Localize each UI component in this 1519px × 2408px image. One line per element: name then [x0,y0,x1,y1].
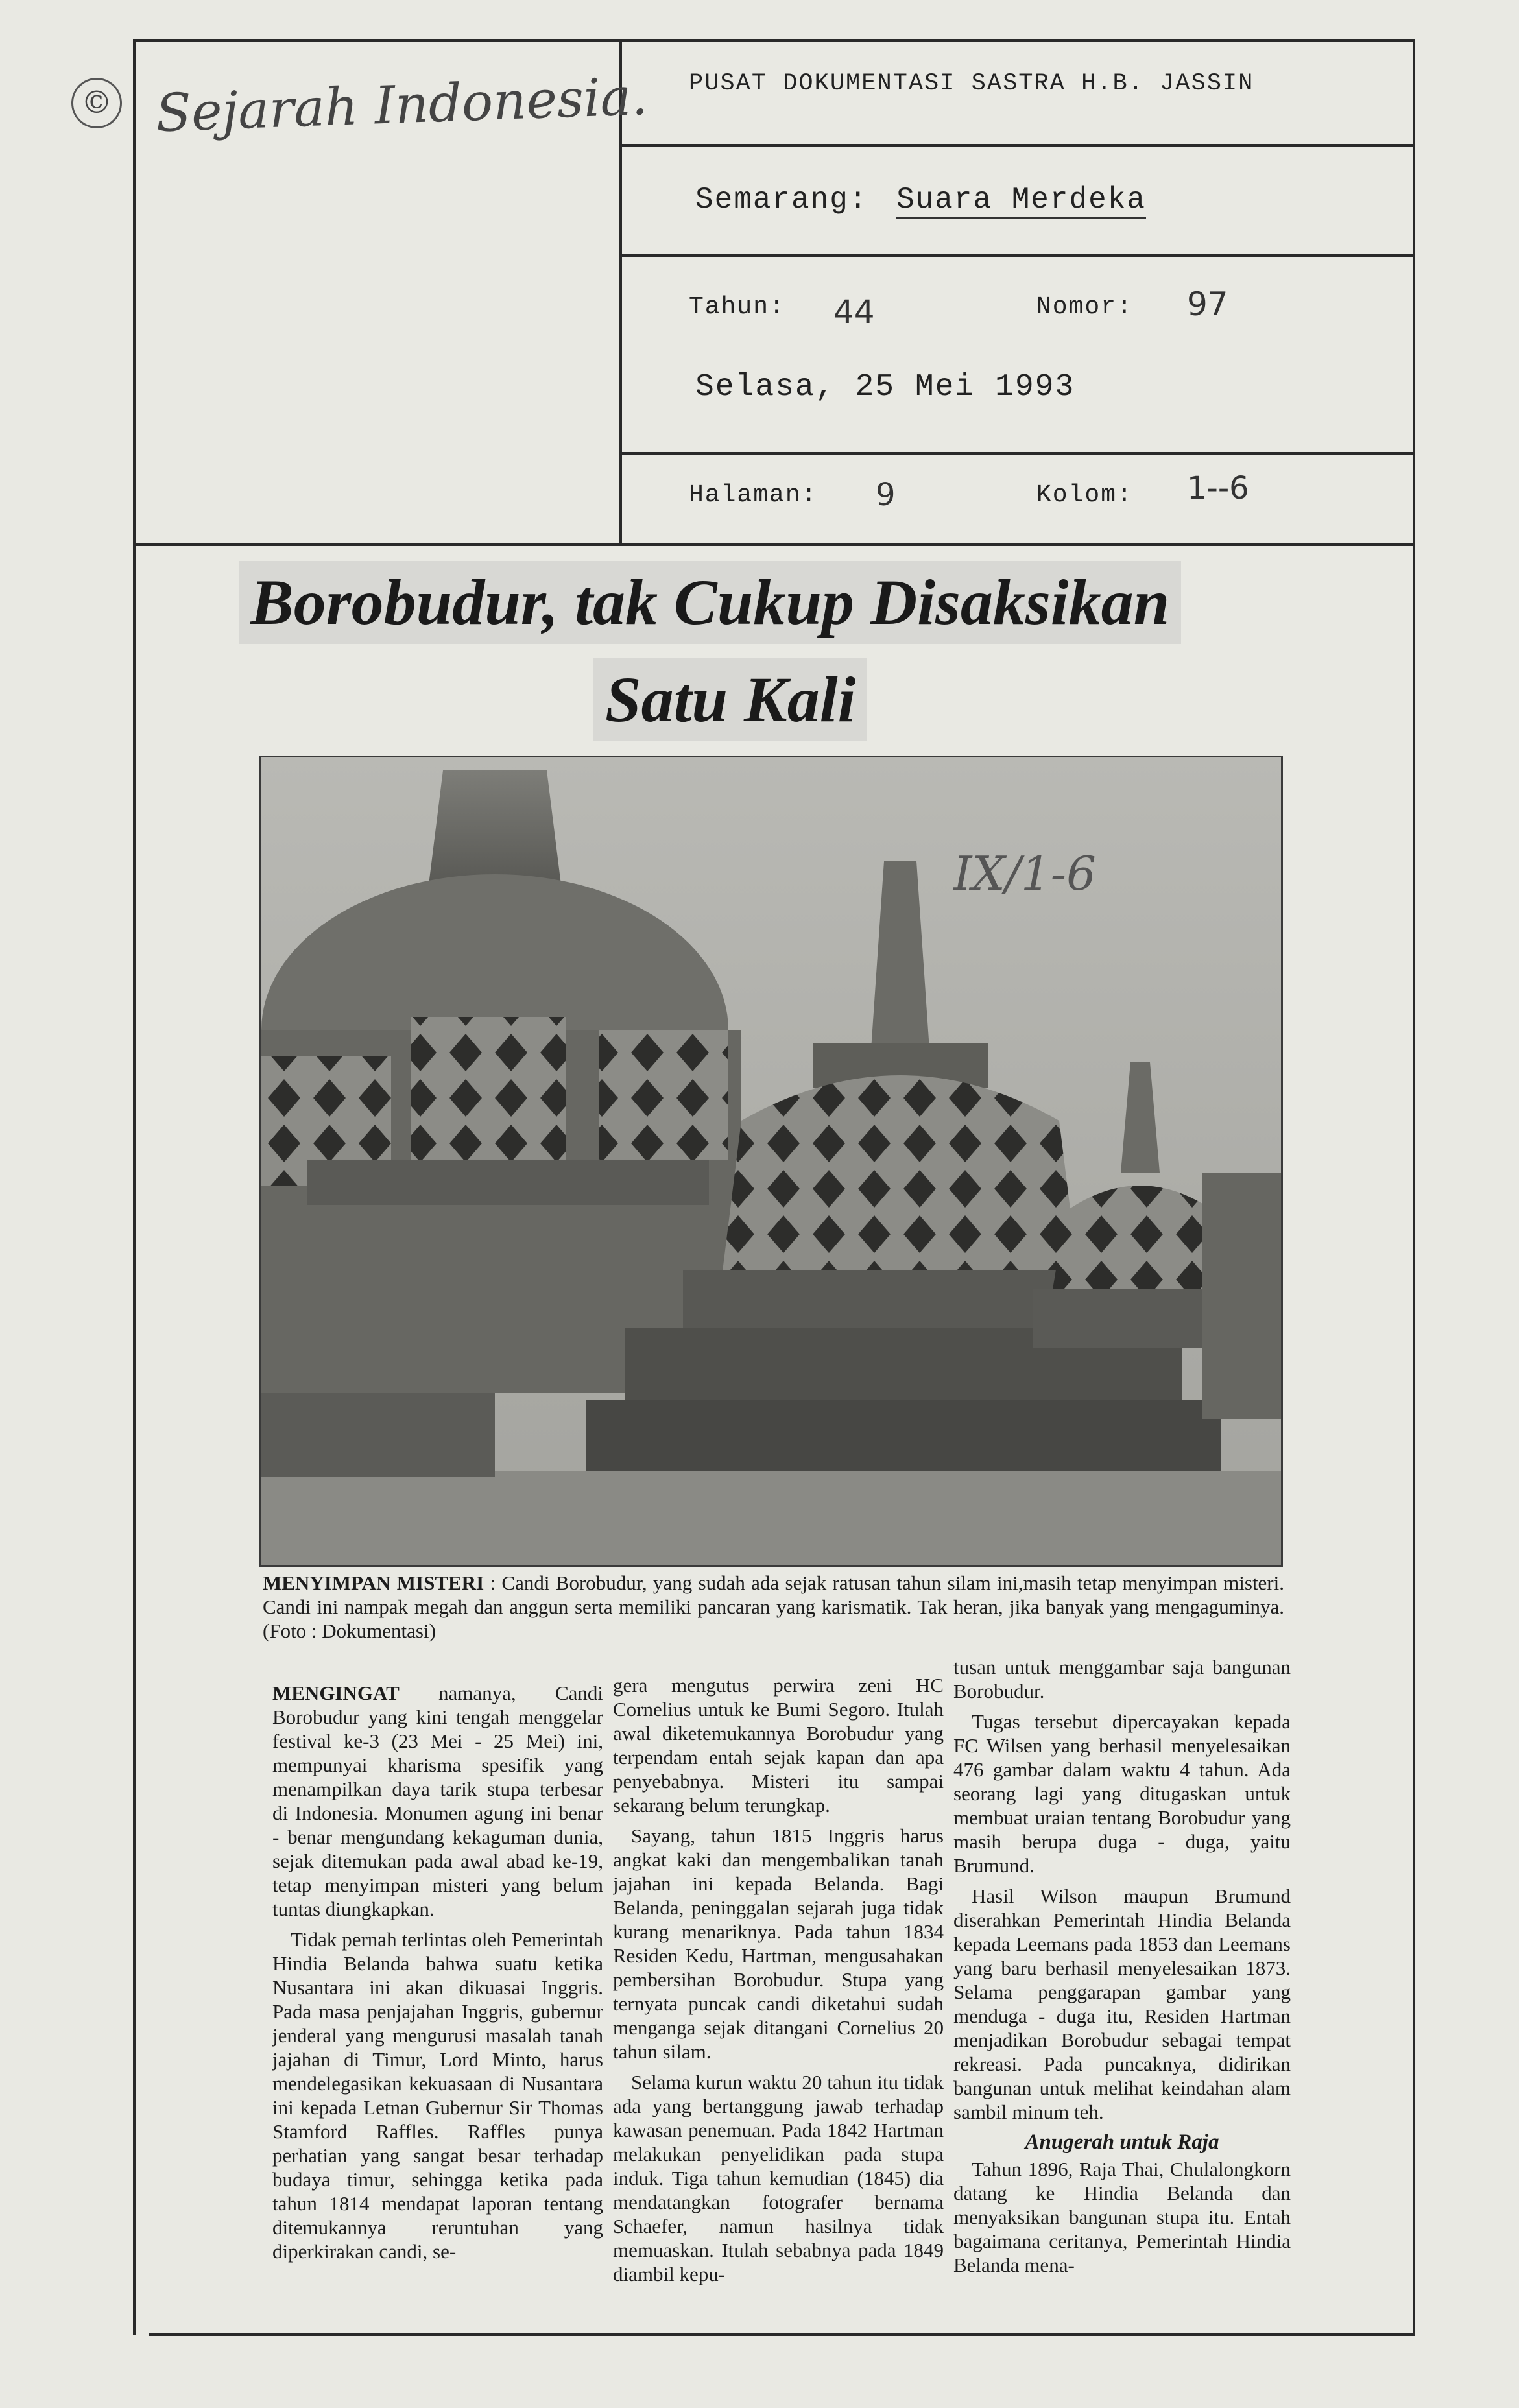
handwritten-circle-mark: © [71,78,122,128]
kolom-label: Kolom: [1036,481,1133,509]
borobudur-photo [259,756,1283,1567]
city-label: Semarang: [695,183,868,217]
halaman-value: 9 [876,477,896,513]
frame-bottom-line [149,2333,1415,2336]
handwritten-photo-note: IX/1-6 [953,846,1096,901]
header-row-line-1 [619,144,1415,147]
lead-word: MENGINGAT [272,1682,400,1704]
caption-lead: MENYIMPAN MISTERI [263,1571,484,1594]
source-line [695,183,1146,217]
halaman-label: Halaman: [689,481,818,509]
col2-paragraph-3: Selama kurun waktu 20 tahun itu tidak ada yang bertanggung jawab terhadap kawasan penemuan. Pada 1842 Hartman melakukan penyelidikan pada stupa induk. Tiga tahun kemudian (1845) dia mendatangkan fotografer bernama Schaefer, namun hasilnya tidak memuaskan. Itulah sebabnya pada 1849 diambil kepu- [613,2071,944,2285]
article-column-2 [613,1673,944,2328]
tahun-value: 44 [833,293,875,331]
col2-paragraph-1: gera mengutus perwira zeni HC Cornelius untuk ke Bumi Segoro. Itulah awal diketemukannya Borobudur yang terpendam entah sejak kapan dan apa penyebabnya. Misteri itu sampai sekarang belum terungkap. [613,1674,944,1817]
tahun-label: Tahun: [689,293,785,321]
photo-caption [263,1571,1284,1643]
col1-paragraph-1 [272,1681,603,1921]
col3-paragraph-4: Tahun 1896, Raja Thai, Chulalongkorn datang ke Hindia Belanda dan menyaksikan bangunan stupa itu. Entah bagaimana ceritanya, Pemerintah Hindia Belanda mena- [953,2158,1291,2276]
newspaper-name: Suara Merdeka [896,183,1146,219]
nomor-label: Nomor: [1036,293,1133,321]
header-row-line-3 [619,452,1415,455]
col3-subheading: Anugerah untuk Raja [1025,2130,1219,2154]
nomor-value: 97 [1187,285,1228,323]
frame-right-line [1413,39,1415,2335]
stupa-photo-illustration [261,757,1281,1565]
frame-top-line [133,39,1415,42]
handwritten-category: Sejarah Indonesia. [154,66,649,144]
header-row-line-2 [619,254,1415,257]
col1-paragraph-2: Tidak pernah terlintas oleh Pemerintah Hindia Belanda bahwa suatu ketika Nusantara ini akan dikuasai Inggris. Pada masa penjajahan Inggris, gubernur jenderal yang mengurusi masalah tanah jajahan di Timur, Lord Minto, harus mendelegasikan kekuasaan di Nusantara ini kepada Letnan Gubernur Sir Thomas Stamford Raffles. Raffles punya perhatian yang sangat besar terhadap budaya timur, sehingga ketika pada tahun 1814 mendapat laporan tentang ditemukannya reruntuhan yang diperkirakan candi, se- [272,1928,603,2263]
col3-paragraph-2: Tugas tersebut dipercayakan kepada FC Wilsen yang berhasil menyelesaikan 476 gambar dalam waktu 4 tahun. Ada seorang lagi yang ditugaskan untuk membuat uraian tentang Borobudur yang masih berupa duga - duga, yaitu Brumund. [953,1710,1291,1877]
frame-left-line [133,39,136,2335]
article-title-line-1: Borobudur, tak Cukup Disaksikan [239,561,1181,644]
article-column-3 [953,1655,1291,2330]
institution-name: PUSAT DOKUMENTASI SASTRA H.B. JASSIN [689,70,1254,97]
article-title-line-2: Satu Kali [593,658,867,741]
col3-paragraph-3: Hasil Wilson maupun Brumund diserahkan Pemerintah Hindia Belanda kepada Leemans pada 1853 dan Leemans yang baru berhasil menyelesaikan 1873. Selama penggarapan gambar yang menduga - duga itu, Residen Hartman menjadikan Borobudur sebagai tempat rekreasi. Pada puncaknya, didirikan bangunan untuk melihat keindahan alam sambil minum teh. [953,1885,1291,2123]
col3-paragraph-1: tusan untuk menggambar saja bangunan Borobudur. [953,1656,1291,1702]
header-bottom-line [133,543,1415,546]
article-column-1 [272,1681,603,2330]
kolom-value: 1--6 [1187,470,1249,507]
col2-paragraph-2: Sayang, tahun 1815 Inggris harus angkat kaki dan mengembalikan tanah jajahan ini kepada Belanda. Bagi Belanda, peninggalan sejarah juga tidak kurang menariknya. Pada tahun 1834 Residen Kedu, Hartman, mengusahakan pembersihan Borobudur. Stupa yang ternyata puncak candi diketahui sudah menganga sejak ditangani Cornelius 20 tahun silam. [613,1824,944,2063]
publication-date: Selasa, 25 Mei 1993 [695,370,1075,405]
col1-paragraph-1-text: namanya, Candi Borobudur yang kini tengah menggelar festival ke-3 (23 Mei - 25 Mei) ini, mempunyai kharisma spesifik yang menampilkan daya tarik stupa terbesar di Indonesia. Monumen agung ini benar - benar mengundang kekaguman dunia, sejak ditemukan pada awal abad ke-19, tetap menyimpan misteri yang belum tuntas diungkapkan. [272,1682,603,1920]
caption-text: : Candi Borobudur, yang sudah ada sejak ratusan tahun silam ini,masih tetap menyimpan misteri. Candi ini nampak megah dan anggun serta memiliki pancaran yang karismatik. Tak heran, jika banyak yang mengaguminya.(Foto : Dokumentasi) [263,1571,1284,1642]
